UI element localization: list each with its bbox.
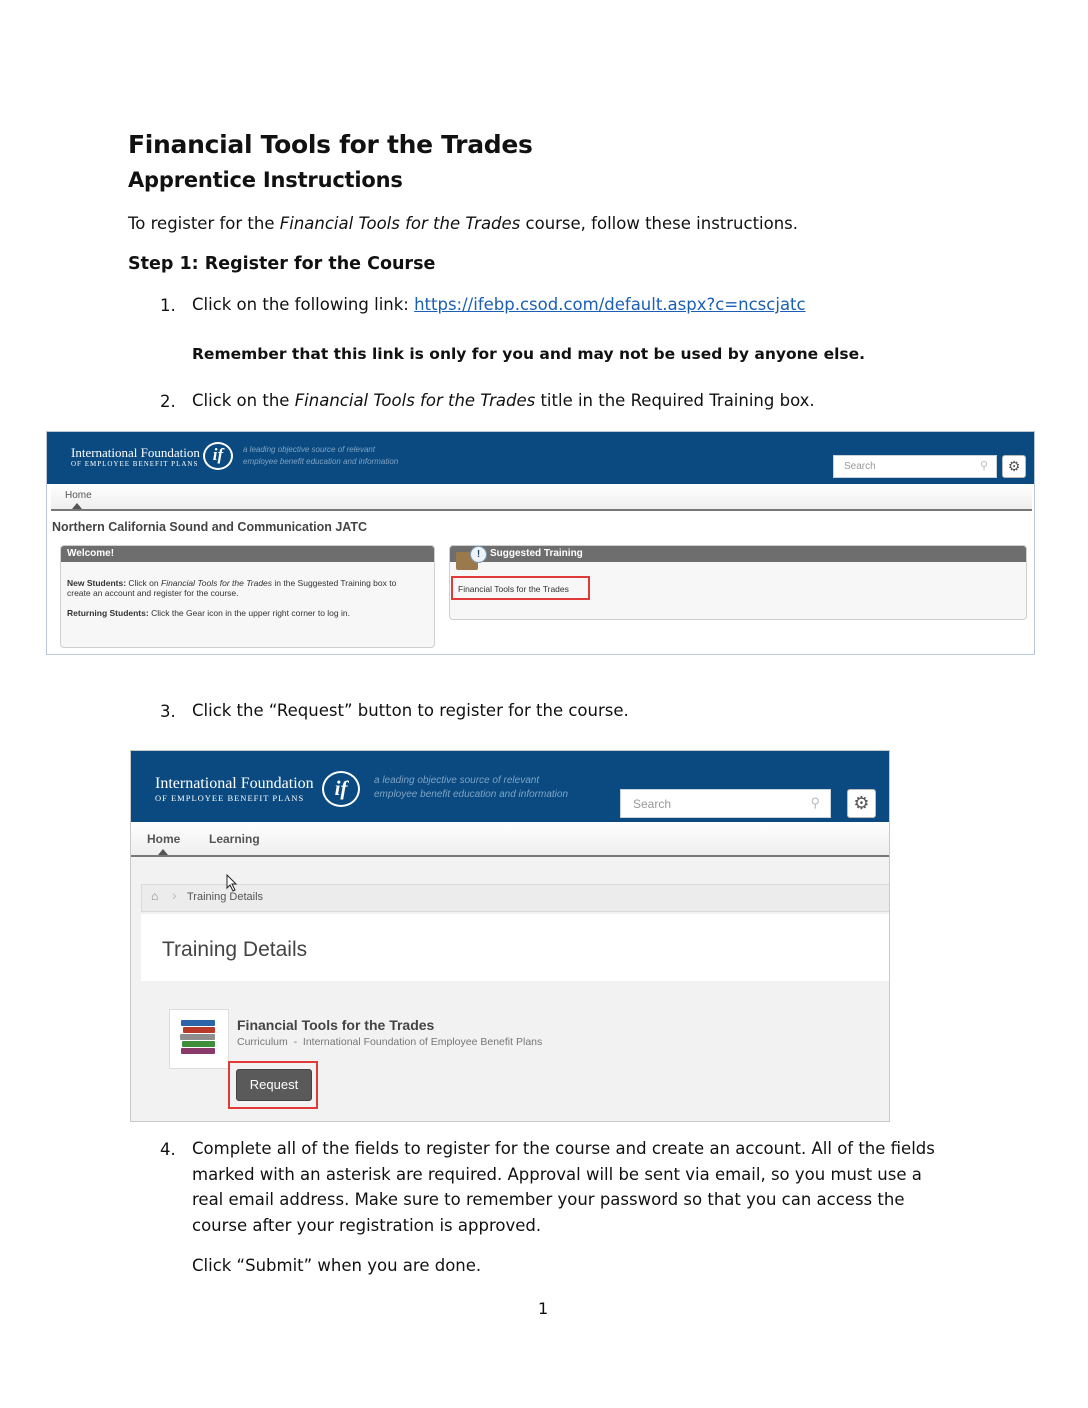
request-button[interactable]: Request	[236, 1069, 312, 1101]
list-item-1	[192, 292, 952, 318]
welcome-returning-students	[67, 608, 417, 618]
returning-students-text: Click the Gear icon in the upper right corner to log in.	[148, 608, 350, 618]
nav-home[interactable]: Home	[147, 832, 181, 846]
suggested-course-link[interactable]: Financial Tools for the Trades	[458, 584, 569, 594]
nav-active-caret	[72, 503, 82, 509]
list-item-4: Complete all of the fields to register for the course and create an account. All of the fields marked with an asterisk are required. Approval will be sent via email, so you must use a real email address. Make sure to remember your password so that you can access the course after your registration is approved.	[192, 1139, 935, 1235]
intro-before: To register for the	[128, 214, 280, 233]
tagline-line2: employee benefit education and information	[374, 789, 569, 800]
search-input[interactable]	[833, 455, 997, 478]
welcome-new-students	[67, 578, 417, 598]
logo-icon: if	[203, 442, 233, 470]
list-item-2-course-name: Financial Tools for the Trades	[294, 391, 536, 410]
welcome-heading: Welcome!	[61, 546, 434, 562]
list-number-2: 2.	[160, 392, 176, 411]
gear-icon[interactable]: ⚙	[1002, 455, 1026, 478]
org-title: Northern California Sound and Communication JATC	[52, 520, 368, 534]
intro-course-name: Financial Tools for the Trades	[279, 214, 521, 233]
screenshot-training-details	[130, 750, 890, 1122]
site-header	[47, 432, 1034, 484]
course-meta: Curriculum - International Foundation of Employee Benefit Plans	[237, 1036, 543, 1048]
nav-active-caret	[158, 849, 168, 855]
logo-subline: OF EMPLOYEE BENEFIT PLANS	[71, 460, 199, 468]
tagline-line1: a leading objective source of relevant	[374, 775, 540, 786]
page-heading: Training Details	[162, 938, 308, 961]
nav-bar	[51, 484, 1032, 511]
nav-bar	[131, 822, 889, 857]
list-item-1-text: Click on the following link:	[192, 295, 415, 314]
alert-icon: !	[470, 546, 487, 563]
page-heading-bar	[141, 914, 889, 981]
highlight-box	[228, 1061, 318, 1109]
new-students-text-before: Click on	[126, 578, 161, 588]
list-item-4-followup: Click “Submit” when you are done.	[192, 1256, 482, 1275]
logo-icon: if	[322, 771, 360, 807]
list-number-1: 1.	[160, 296, 176, 315]
breadcrumb-current[interactable]: Training Details	[187, 891, 264, 903]
mouse-pointer-icon	[226, 874, 238, 892]
search-placeholder: Search	[633, 797, 672, 811]
page-number: 1	[538, 1299, 549, 1318]
list-item-2-before: Click on the	[192, 391, 295, 410]
tagline-line2: employee benefit education and information	[243, 457, 399, 466]
tagline-line1: a leading objective source of relevant	[243, 445, 376, 454]
breadcrumb	[141, 884, 890, 912]
returning-students-label: Returning Students:	[67, 608, 149, 618]
search-icon[interactable]: ⚲	[810, 795, 820, 810]
logo-name: International Foundation	[71, 445, 200, 460]
new-students-course: Financial Tools for the Trades	[161, 578, 273, 588]
list-item-2-after: title in the Required Training box.	[535, 391, 815, 410]
link-warning-note: Remember that this link is only for you and may not be used by anyone else.	[192, 345, 866, 363]
site-header	[131, 751, 889, 822]
home-icon[interactable]: ⌂	[151, 889, 159, 903]
new-students-text-after: in the Suggested Training box to create an account and register for the course.	[67, 578, 397, 598]
list-number-3: 3.	[160, 702, 176, 721]
search-placeholder: Search	[844, 461, 876, 472]
list-item-2	[192, 388, 952, 414]
registration-link[interactable]: https://ifebp.csod.com/default.aspx?c=ncscjatc	[414, 295, 806, 314]
suggested-training-heading: Suggested Training	[450, 546, 1026, 562]
breadcrumb-separator-icon: ›	[172, 887, 177, 903]
intro-paragraph	[128, 214, 798, 233]
welcome-panel	[60, 545, 435, 648]
search-input[interactable]	[620, 789, 831, 818]
logo-subline: OF EMPLOYEE BENEFIT PLANS	[155, 793, 305, 803]
course-books-icon	[169, 1009, 229, 1069]
step1-heading: Step 1: Register for the Course	[128, 254, 436, 274]
nav-home[interactable]: Home	[65, 490, 92, 501]
nav-learning[interactable]: Learning	[209, 832, 260, 846]
screenshot-suggested-training	[46, 431, 1035, 655]
new-students-label: New Students:	[67, 578, 127, 588]
suggested-training-panel	[449, 545, 1027, 620]
logo-name: International Foundation	[155, 775, 314, 792]
list-item-3: Click the “Request” button to register for the course.	[192, 701, 629, 720]
gear-icon[interactable]: ⚙	[847, 789, 876, 818]
list-number-4: 4.	[160, 1140, 176, 1159]
search-icon[interactable]: ⚲	[979, 460, 988, 472]
document-subtitle: Apprentice Instructions	[128, 168, 403, 192]
highlight-box	[451, 576, 590, 600]
document-title: Financial Tools for the Trades	[128, 130, 533, 159]
course-title[interactable]: Financial Tools for the Trades	[237, 1017, 435, 1033]
intro-after: course, follow these instructions.	[520, 214, 799, 233]
